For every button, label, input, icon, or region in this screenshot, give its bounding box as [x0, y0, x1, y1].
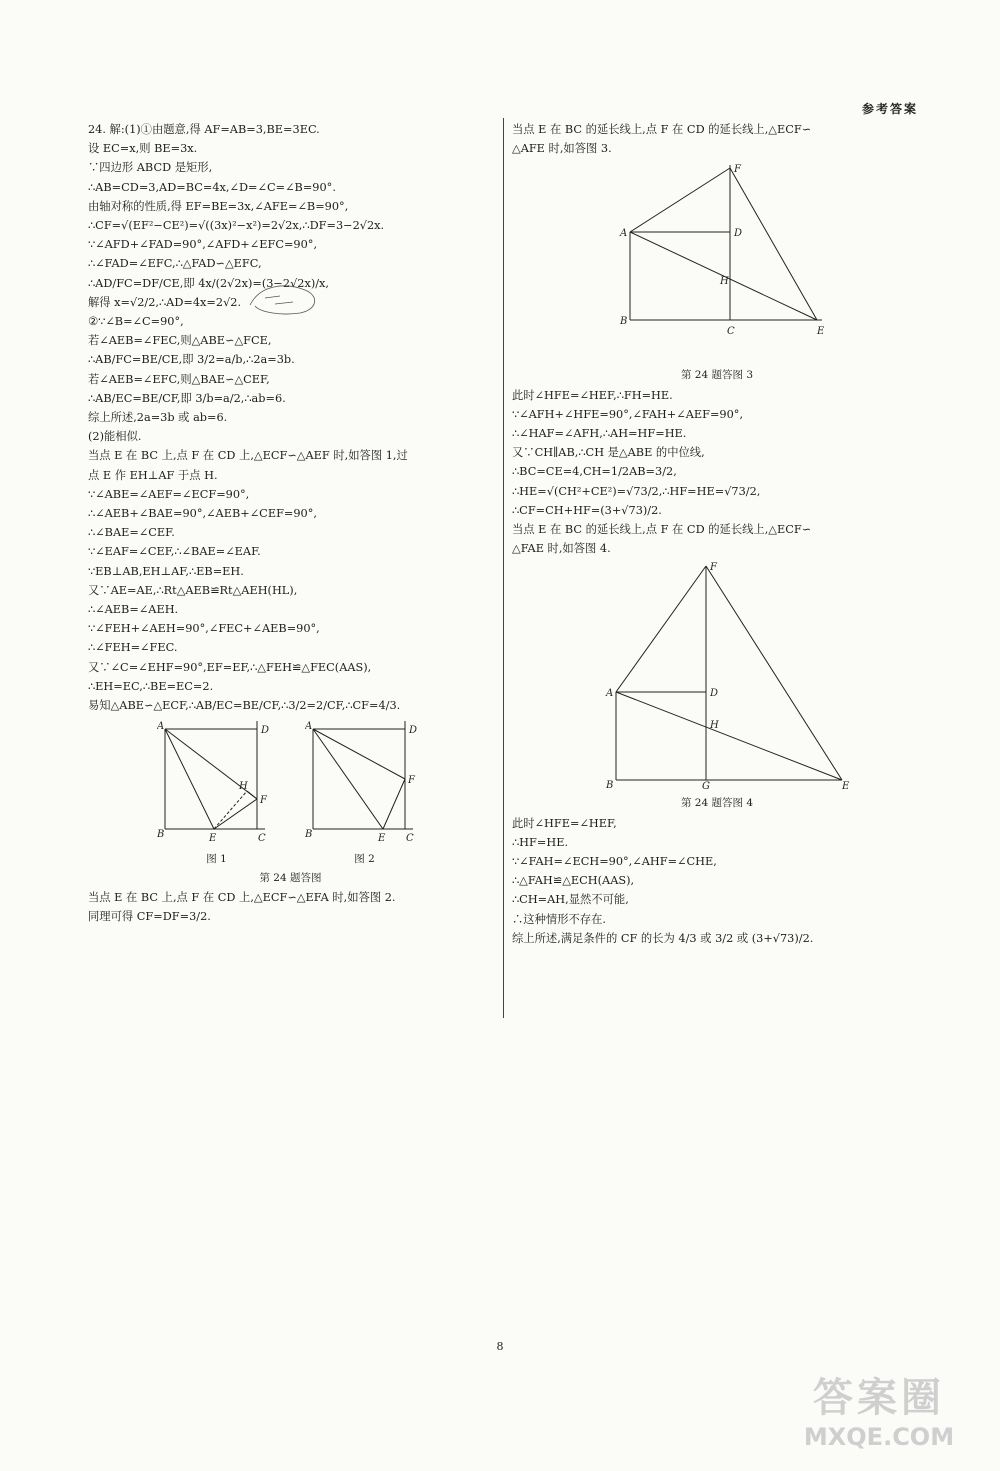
- fig1-label-e: E: [208, 833, 216, 844]
- fig1-label-d: D: [260, 725, 269, 737]
- text-line: ∴△FAH≌△ECH(AAS),: [512, 874, 635, 888]
- text-line: ∵EB⊥AB,EH⊥AF,∴EB=EH.: [88, 564, 244, 578]
- text-line: 又∵∠C=∠EHF=90°,EF=EF,∴△FEH≌△FEC(AAS),: [88, 660, 372, 674]
- fig1-label-f: F: [259, 795, 267, 807]
- text-line: ∵∠AFH+∠HFE=90°,∠FAH+∠AEF=90°,: [512, 407, 744, 421]
- text-line: ∴AB/EC=BE/CF,即 3/b=a/2,∴ab=6.: [88, 391, 286, 405]
- figure-1-label: 图 1: [206, 852, 227, 865]
- fig2-label-c: C: [405, 833, 414, 844]
- fig4-label-g: G: [702, 781, 710, 791]
- text-line: (2)能相似.: [88, 430, 142, 444]
- text-line: ∴这种情形不存在.: [512, 912, 606, 926]
- text-line: ∴EH=EC,∴BE=EC=2.: [88, 679, 214, 693]
- right-text-1: [512, 120, 922, 158]
- text-line: 若∠AEB=∠FEC,则△ABE∽△FCE,: [88, 334, 272, 348]
- text-line: 若∠AEB=∠EFC,则△BAE∽△CEF,: [88, 372, 270, 386]
- text-line: ∴CF=√(EF²−CE²)=√((3x)²−x²)=2√2x,∴DF=3−2√2x.: [88, 219, 385, 233]
- text-line: ∵∠FAH=∠ECH=90°,∠AHF=∠CHE,: [512, 855, 717, 869]
- watermark-logo-text: 答案圈: [813, 1375, 945, 1421]
- fig3-label-e: E: [817, 326, 825, 338]
- text-line: ∴∠FAD=∠EFC,∴△FAD∽△EFC,: [88, 257, 262, 271]
- text-line: ∴BC=CE=4,CH=1/2AB=3/2,: [512, 465, 677, 479]
- text-line: 又∵CH∥AB,∴CH 是△ABE 的中位线,: [512, 446, 705, 460]
- text-line: ∴∠AEB+∠BAE=90°,∠AEB+∠CEF=90°,: [88, 507, 317, 521]
- text-line: ∴∠AEB=∠AEH.: [88, 603, 179, 617]
- text-line: 此时∠HFE=∠HEF,: [512, 816, 617, 830]
- text-line: 综上所述,2a=3b 或 ab=6.: [88, 411, 228, 425]
- text-line: ∴AB=CD=3,AD=BC=4x,∠D=∠C=∠B=90°.: [88, 180, 336, 194]
- fig3-label-b: B: [620, 316, 628, 328]
- figure-1: [157, 721, 277, 868]
- fig2-label-b: B: [304, 829, 312, 841]
- watermark-url: MXQE.COM: [803, 1423, 955, 1451]
- fig2-label-f: F: [407, 775, 415, 787]
- fig3-label-a: A: [620, 228, 628, 240]
- fig3-label-d: D: [734, 228, 743, 240]
- text-line: 同理可得 CF=DF=3/2.: [88, 910, 211, 924]
- text-line: 此时∠HFE=∠HEF,∴FH=HE.: [512, 388, 673, 402]
- fig2-label-a: A: [304, 721, 312, 733]
- text-line: 当点 E 在 BC 的延长线上,点 F 在 CD 的延长线上,△ECF∽: [512, 523, 812, 537]
- figure-1-diagram: [157, 721, 277, 843]
- fig1-label-c: C: [257, 833, 266, 844]
- text-line: ②∵∠B=∠C=90°,: [88, 315, 184, 329]
- text-line: 点 E 作 EH⊥AF 于点 H.: [88, 468, 218, 482]
- text-line: ∵∠AFD+∠FAD=90°,∠AFD+∠EFC=90°,: [88, 238, 318, 252]
- text-line: 综上所述,满足条件的 CF 的长为 4/3 或 3/2 或 (3+√73)/2.: [512, 931, 814, 945]
- text-line: ∴∠FEH=∠FEC.: [88, 641, 178, 655]
- page-number: 8: [496, 1340, 504, 1353]
- text-line: 当点 E 在 BC 上,点 F 在 CD 上,△ECF∽△EFA 时,如答图 2.: [88, 890, 396, 904]
- text-line: ∴AD/FC=DF/CE,即 4x/(2√2x)=(3−2√2x)/x,: [88, 276, 329, 290]
- fig4-label-d: D: [710, 688, 719, 700]
- right-column: [512, 120, 922, 948]
- text-line: 24. 解:(1)①由题意,得 AF=AB=3,BE=3EC.: [88, 123, 320, 136]
- page-header: 参考答案: [861, 102, 918, 116]
- text-line: ∵∠EAF=∠CEF,∴∠BAE=∠EAF.: [88, 545, 261, 559]
- fig3-label-f: F: [734, 164, 741, 176]
- figures-1-2: [88, 721, 493, 868]
- fig4-label-h: H: [710, 720, 719, 732]
- text-line: ∴CF=CH+HF=(3+√73)/2.: [512, 503, 662, 517]
- text-line: △AFE 时,如答图 3.: [512, 142, 612, 156]
- fig3-label-c: C: [727, 326, 735, 338]
- fig1-label-a: A: [156, 721, 164, 733]
- fig4-label-a: A: [606, 688, 614, 700]
- figure-4-diagram: [512, 562, 922, 790]
- watermark: [794, 1366, 964, 1451]
- text-line: ∴∠HAF=∠AFH,∴AH=HF=HE.: [512, 427, 687, 441]
- fig4-label-b: B: [606, 780, 614, 791]
- left-text-after: [88, 888, 493, 926]
- fig2-label-d: D: [408, 725, 417, 737]
- fig4-label-e: E: [842, 781, 850, 791]
- text-line: ∵四边形 ABCD 是矩形,: [88, 161, 213, 175]
- right-text-3: [512, 814, 922, 948]
- text-line: 当点 E 在 BC 上,点 F 在 CD 上,△ECF∽△AEF 时,如答图 1,过: [88, 449, 408, 463]
- figure-2-label: 图 2: [354, 852, 375, 865]
- text-line: 设 EC=x,则 BE=3x.: [88, 142, 198, 156]
- text-line: △FAE 时,如答图 4.: [512, 542, 611, 556]
- column-divider: [503, 118, 504, 1018]
- text-line: ∴HE=√(CH²+CE²)=√73/2,∴HF=HE=√73/2,: [512, 484, 761, 498]
- text-line: ∴∠BAE=∠CEF.: [88, 526, 175, 540]
- figure-3-caption: 第 24 题答图 3: [680, 369, 754, 382]
- fig2-label-e: E: [377, 833, 385, 844]
- text-line: 又∵AE=AE,∴Rt△AEB≌Rt△AEH(HL),: [88, 583, 298, 597]
- fig1-label-h: H: [238, 781, 248, 793]
- figure-4-caption: 第 24 题答图 4: [680, 797, 754, 810]
- figure-3-diagram: [512, 162, 922, 362]
- figure-2-diagram: [305, 721, 425, 843]
- text-line: ∴CH=AH,显然不可能,: [512, 893, 629, 907]
- handwritten-scribble: [245, 280, 325, 318]
- text-line: ∴HF=HE.: [512, 835, 569, 849]
- text-line: ∵∠ABE=∠AEF=∠ECF=90°,: [88, 487, 250, 501]
- text-line: ∵∠FEH+∠AEH=90°,∠FEC+∠AEB=90°,: [88, 622, 320, 636]
- text-line: ∴AB/FC=BE/CE,即 3/2=a/b,∴2a=3b.: [88, 353, 295, 367]
- fig1-label-b: B: [156, 829, 164, 841]
- text-line: 由轴对称的性质,得 EF=BE=3x,∠AFE=∠B=90°,: [88, 199, 349, 213]
- text-line: 易知△ABE∽△ECF,∴AB/EC=BE/CF,∴3/2=2/CF,∴CF=4/3.: [88, 699, 401, 713]
- text-line: 当点 E 在 BC 的延长线上,点 F 在 CD 的延长线上,△ECF∽: [512, 123, 812, 136]
- fig4-label-f: F: [710, 562, 717, 574]
- figures-1-2-caption: 第 24 题答图: [259, 871, 322, 884]
- left-text: [88, 120, 493, 715]
- figure-2: [305, 721, 425, 868]
- text-line: 解得 x=√2/2,∴AD=4x=2√2.: [88, 295, 242, 309]
- right-text-2: [512, 386, 922, 559]
- fig3-label-h: H: [720, 276, 729, 288]
- left-column: [88, 120, 493, 926]
